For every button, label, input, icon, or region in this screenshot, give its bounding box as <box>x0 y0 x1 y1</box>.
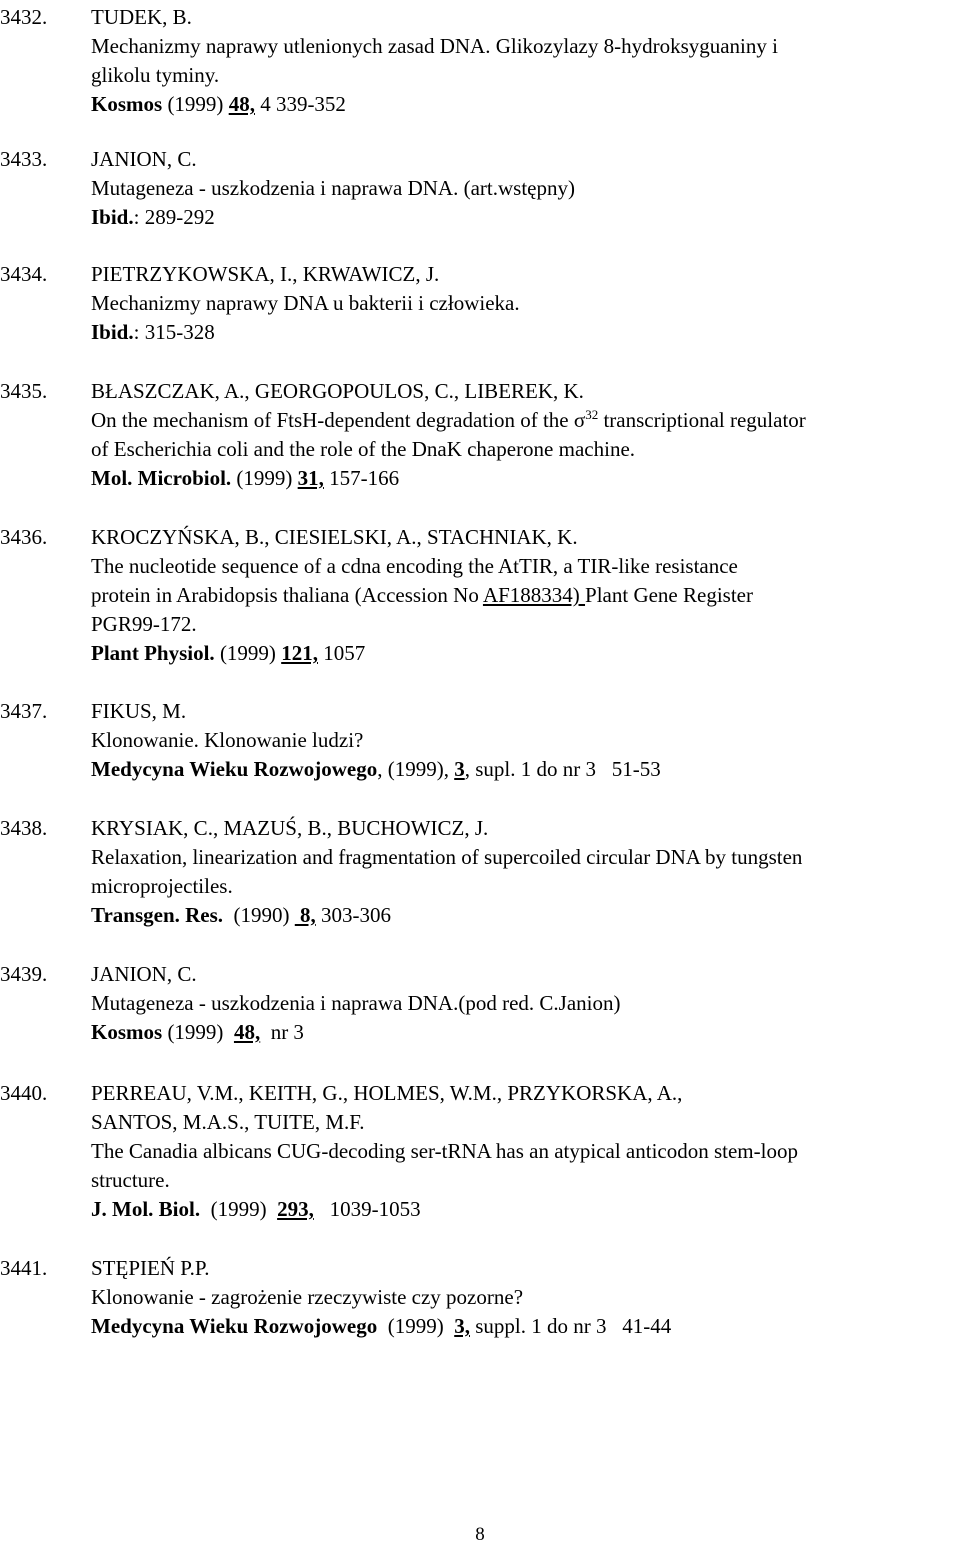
year: (1999) <box>210 1197 267 1221</box>
entry-title: of Escherichia coli and the role of the DnaK chaperone machine. <box>91 437 636 461</box>
year: (1999) <box>219 641 276 665</box>
journal-name: Transgen. Res. <box>91 903 224 927</box>
year: (1999) <box>387 1314 444 1338</box>
entry-number: 3435. <box>0 379 48 403</box>
entry-number: 3434. <box>0 262 48 286</box>
entry-title: Mechanizmy naprawy DNA u bakterii i człowieka. <box>91 291 520 315</box>
entry-number: 3432. <box>0 5 48 29</box>
entry-authors: JANION, C. <box>91 962 197 986</box>
page-number: 8 <box>475 1524 485 1545</box>
entry-citation <box>91 464 957 493</box>
year: (1999) <box>167 92 224 116</box>
volume: 48, <box>233 1020 261 1044</box>
entry-title: structure. <box>91 1168 170 1192</box>
entry-body <box>91 145 957 232</box>
pages: : 289-292 <box>133 205 215 229</box>
pages: : 315-328 <box>133 320 215 344</box>
entry-title: PGR99-172. <box>91 612 197 636</box>
year: (1999) <box>236 466 293 490</box>
entry-title: Relaxation, linearization and fragmentation of supercoiled circular DNA by tungsten <box>91 845 803 869</box>
volume: 3, <box>454 1314 470 1338</box>
entry-authors: STĘPIEŃ P.P. <box>91 1256 210 1280</box>
volume: 293, <box>277 1197 314 1221</box>
pages: 4 339-352 <box>260 92 346 116</box>
entry-citation <box>91 901 957 930</box>
entry-authors: TUDEK, B. <box>91 5 192 29</box>
entry-body <box>91 814 957 930</box>
entry-authors: SANTOS, M.A.S., TUITE, M.F. <box>91 1110 365 1134</box>
volume: 31, <box>297 466 324 490</box>
entry-citation <box>91 1195 957 1224</box>
entry-number: 3436. <box>0 525 48 549</box>
pages: 157-166 <box>329 466 400 490</box>
entry-body <box>91 260 957 347</box>
journal-name: Ibid. <box>91 320 134 344</box>
year: , (1999), <box>377 757 455 781</box>
entry-number: 3439. <box>0 962 48 986</box>
entry-title: microprojectiles. <box>91 874 233 898</box>
journal-name: Medycyna Wieku Rozwojowego <box>91 757 378 781</box>
entry-number: 3438. <box>0 816 48 840</box>
entry-citation <box>91 1312 957 1341</box>
entry-citation <box>91 639 957 668</box>
entry-body <box>91 697 957 784</box>
entry-citation <box>91 318 957 347</box>
entry-number: 3440. <box>0 1081 48 1105</box>
entry-body <box>91 1254 957 1341</box>
entry-authors: PERREAU, V.M., KEITH, G., HOLMES, W.M., PRZYKORSKA, A., <box>91 1081 683 1105</box>
superscript: 32 <box>585 407 599 422</box>
entry-citation <box>91 755 957 784</box>
entry-title: The nucleotide sequence of a cdna encoding the AtTIR, a TIR-like resistance <box>91 554 738 578</box>
entry-title: Mutageneza - uszkodzenia i naprawa DNA. (art.wstępny) <box>91 176 575 200</box>
year: (1990) <box>233 903 290 927</box>
pages: , supl. 1 do nr 3 51-53 <box>464 757 661 781</box>
entry-title: Klonowanie. Klonowanie ludzi? <box>91 728 364 752</box>
volume: 121, <box>281 641 318 665</box>
entry-title: Klonowanie - zagrożenie rzeczywiste czy pozorne? <box>91 1285 524 1309</box>
entry-title: Mutageneza - uszkodzenia i naprawa DNA.(pod red. C.Janion) <box>91 991 621 1015</box>
entry-number: 3441. <box>0 1256 48 1280</box>
entry-citation <box>91 203 957 232</box>
volume: 3 <box>454 757 465 781</box>
entry-title: glikolu tyminy. <box>91 63 220 87</box>
entry-body <box>91 377 957 493</box>
journal-name: Kosmos <box>91 92 163 116</box>
entry-body <box>91 960 957 1047</box>
journal-name: Medycyna Wieku Rozwojowego <box>91 1314 378 1338</box>
pages: nr 3 <box>270 1020 304 1044</box>
journal-name: Kosmos <box>91 1020 163 1044</box>
entry-authors: JANION, C. <box>91 147 197 171</box>
entry-number: 3433. <box>0 147 48 171</box>
entry-authors: KRYSIAK, C., MAZUŚ, B., BUCHOWICZ, J. <box>91 816 489 840</box>
entry-title: protein in Arabidopsis thaliana (Accession No AF188334) Plant Gene Register <box>91 583 753 607</box>
pages: 303-306 <box>321 903 392 927</box>
journal-name: Ibid. <box>91 205 134 229</box>
year: (1999) <box>167 1020 224 1044</box>
entry-authors: KROCZYŃSKA, B., CIESIELSKI, A., STACHNIAK, K. <box>91 525 578 549</box>
entry-title: The Canadia albicans CUG-decoding ser-tRNA has an atypical anticodon stem-loop <box>91 1139 798 1163</box>
entry-title: On the mechanism of FtsH-dependent degradation of the $\sigma^{32}$ transcriptional regulator <box>91 407 806 432</box>
volume: 48, <box>228 92 255 116</box>
volume: 8, <box>294 903 316 927</box>
pages: suppl. 1 do nr 3 41-44 <box>475 1314 672 1338</box>
entry-citation <box>91 1018 957 1047</box>
entry-authors: BŁASZCZAK, A., GEORGOPOULOS, C., LIBEREK, K. <box>91 379 584 403</box>
pages: 1039-1053 <box>324 1197 421 1221</box>
entry-authors: PIETRZYKOWSKA, I., KRWAWICZ, J. <box>91 262 440 286</box>
entry-authors: FIKUS, M. <box>91 699 187 723</box>
journal-name: Mol. Microbiol. <box>91 466 232 490</box>
journal-name: Plant Physiol. <box>91 641 215 665</box>
entry-body <box>91 3 957 119</box>
entry-number: 3437. <box>0 699 48 723</box>
entry-title: Mechanizmy naprawy utlenionych zasad DNA. Glikozylazy 8-hydroksyguaniny i <box>91 34 778 58</box>
entry-citation <box>91 90 957 119</box>
entry-body <box>91 523 957 668</box>
entry-body <box>91 1079 957 1224</box>
accession-number: AF188334) <box>482 583 586 607</box>
pages: 1057 <box>323 641 366 665</box>
journal-name: J. Mol. Biol. <box>91 1197 201 1221</box>
